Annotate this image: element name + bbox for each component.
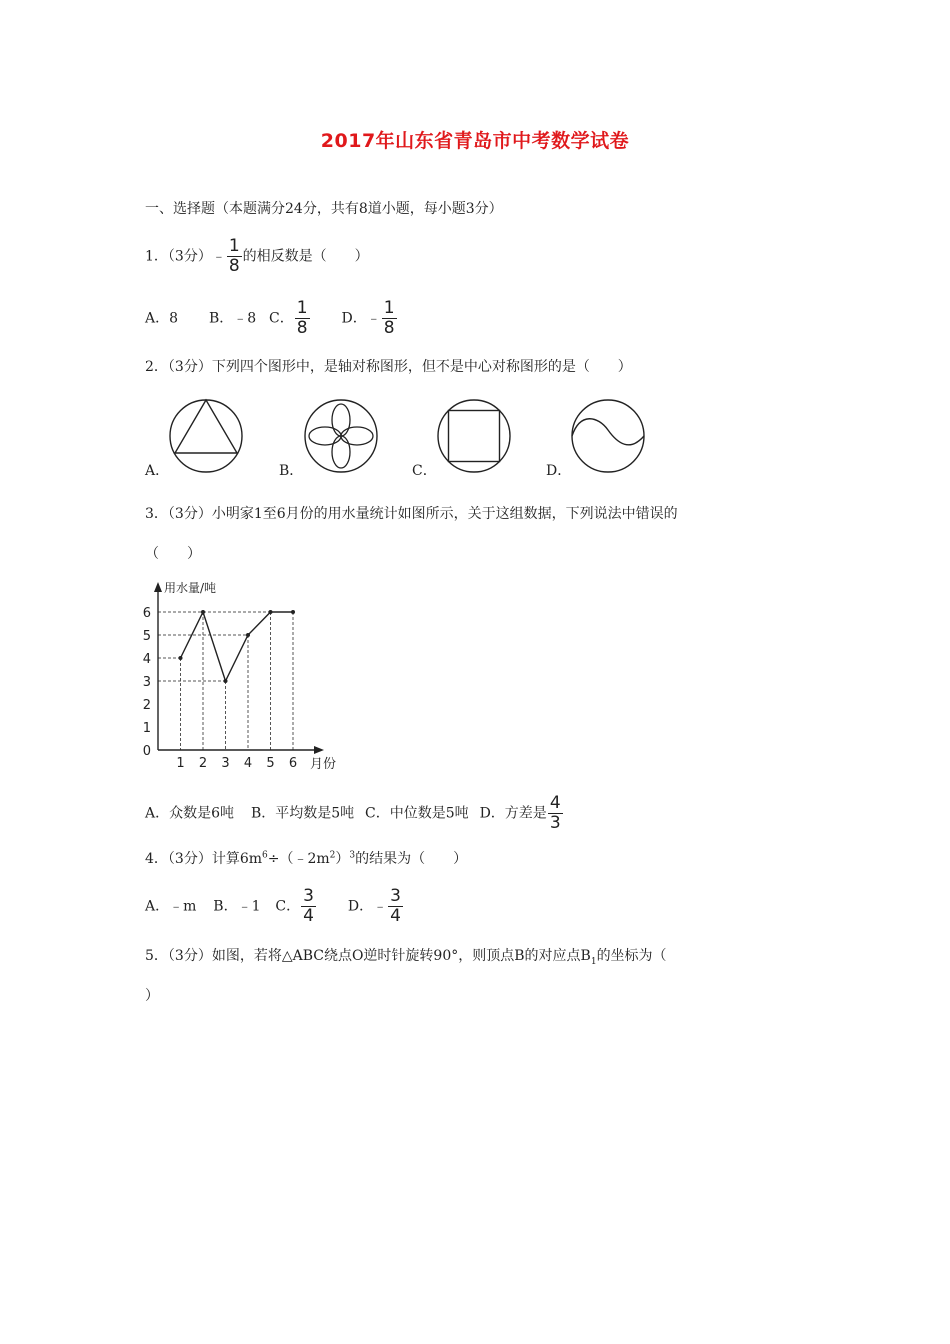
q1-numerator: 1: [228, 236, 240, 256]
q3-d-denominator: 3: [549, 813, 561, 833]
x-tick-label: 1: [176, 756, 185, 771]
y-tick-label: 4: [142, 652, 151, 667]
y-tick-label: 1: [142, 721, 151, 736]
y-axis-label: 用水量/吨: [164, 581, 217, 595]
chart-series: [179, 610, 296, 683]
figure-b-circle-petals: [303, 398, 379, 474]
q1-option-b: B．﹣8: [208, 310, 257, 327]
q1-d-numerator: 1: [383, 298, 395, 318]
q4-c-numerator: 3: [303, 886, 314, 906]
q4-option-c-label: C．: [275, 898, 301, 915]
y-tick-label: 0: [142, 744, 151, 759]
q4-option-d-fraction: [388, 888, 403, 925]
q1-denominator: 8: [228, 256, 240, 276]
q4-text-c: ）: [335, 851, 350, 867]
q5-subscript: 1: [590, 956, 597, 967]
q4-text-d: 的结果为（ ）: [355, 851, 468, 867]
y-tick-label: 5: [142, 629, 151, 644]
figure-d-circle-s-curve: [570, 398, 646, 474]
q3-option-d-fraction: [548, 795, 563, 832]
q4-text-a: 4．（3分）计算6m: [145, 851, 262, 867]
q4-option-c-fraction: [301, 888, 316, 925]
data-point: [201, 610, 205, 614]
q3-option-d-label: D．方差是: [479, 805, 547, 822]
q1-option-c-label: C．: [269, 310, 294, 327]
q1-option-d-fraction: [382, 300, 397, 337]
q4-exponent-1: 6: [262, 850, 268, 861]
data-point: [224, 679, 228, 683]
q1-suffix: 的相反数是（ ）: [242, 248, 369, 265]
x-tick-label: 4: [243, 756, 253, 771]
data-point: [269, 610, 273, 614]
figure-b-label: B．: [279, 463, 304, 479]
q1-option-c-fraction: [295, 300, 310, 337]
q1-prefix: 1．（3分）: [145, 248, 212, 265]
q1-c-denominator: 8: [296, 318, 308, 338]
question-5-line-2: ）: [145, 988, 159, 1004]
q1-d-denominator: 8: [383, 318, 395, 338]
figure-d-label: D．: [546, 463, 572, 479]
question-4: [145, 848, 467, 868]
q1-option-a: A．8: [145, 310, 179, 327]
data-point: [246, 633, 250, 637]
q4-option-d-label: D．: [347, 898, 374, 915]
water-usage-chart: [140, 578, 360, 778]
y-axis-arrow: [154, 582, 162, 592]
figure-a-label: A．: [145, 463, 170, 479]
q1-option-d-label: D．: [341, 310, 367, 327]
q4-d-denominator: 4: [390, 906, 401, 926]
q1-c-numerator: 1: [296, 298, 308, 318]
figure-a-circle-triangle: [168, 398, 244, 474]
question-1: [145, 238, 369, 275]
question-3-line-2: （ ）: [145, 546, 201, 562]
question-3-line-1: 3．（3分）小明家1至6月份的用水量统计如图所示，关于这组数据，下列说法中错误的: [145, 506, 678, 522]
x-tick-label: 2: [198, 756, 208, 771]
q3-option-a: A．众数是6吨: [145, 805, 235, 822]
q3-options: [145, 795, 564, 832]
q4-d-numerator: 3: [390, 886, 401, 906]
figure-c-circle-square: [436, 398, 512, 474]
q5-text-a: 5．（3分）如图，若将△ABC绕点O逆时针旋转90°，则顶点B的对应点B: [145, 948, 591, 964]
x-tick-label: 6: [288, 756, 298, 771]
figure-c-label: C．: [412, 463, 437, 479]
chart-ticks: [143, 606, 297, 771]
x-tick-label: 5: [266, 756, 275, 771]
q1-options: [145, 300, 398, 337]
series-line: [181, 612, 294, 681]
q3-option-b: B．平均数是5吨: [250, 805, 355, 822]
data-point: [179, 656, 183, 660]
q4-exponent-2: 2: [329, 850, 336, 861]
q4-text-b: ÷（﹣2m: [267, 851, 330, 867]
page-title: 2017年山东省青岛市中考数学试卷: [320, 130, 630, 152]
q4-d-sign: ﹣: [373, 898, 388, 915]
q1-sign: ﹣: [211, 248, 226, 265]
question-2: 2．（3分）下列四个图形中，是轴对称图形，但不是中心对称图形的是（ ）: [145, 359, 632, 375]
data-point: [291, 610, 295, 614]
q4-options: [145, 888, 404, 925]
section-heading: 一、选择题（本题满分24分，共有8道小题，每小题3分）: [145, 201, 503, 217]
x-axis-label: 月份: [310, 757, 337, 772]
question-5-line-1: [145, 945, 667, 967]
q4-option-a: A．﹣m: [145, 898, 197, 915]
x-tick-label: 3: [221, 756, 230, 771]
q4-option-b: B．﹣1: [213, 898, 261, 915]
q4-exponent-3: 3: [349, 850, 356, 861]
q1-fraction: [227, 238, 242, 275]
y-tick-label: 2: [142, 698, 151, 713]
q1-d-sign: ﹣: [366, 310, 381, 327]
q3-option-c: C．中位数是5吨: [365, 805, 469, 822]
q5-text-b: 的坐标为（: [596, 948, 667, 964]
y-tick-label: 6: [142, 606, 151, 621]
q4-c-denominator: 4: [303, 906, 314, 926]
q3-d-numerator: 4: [549, 793, 561, 813]
y-tick-label: 3: [142, 675, 151, 690]
x-axis-arrow: [314, 746, 324, 754]
